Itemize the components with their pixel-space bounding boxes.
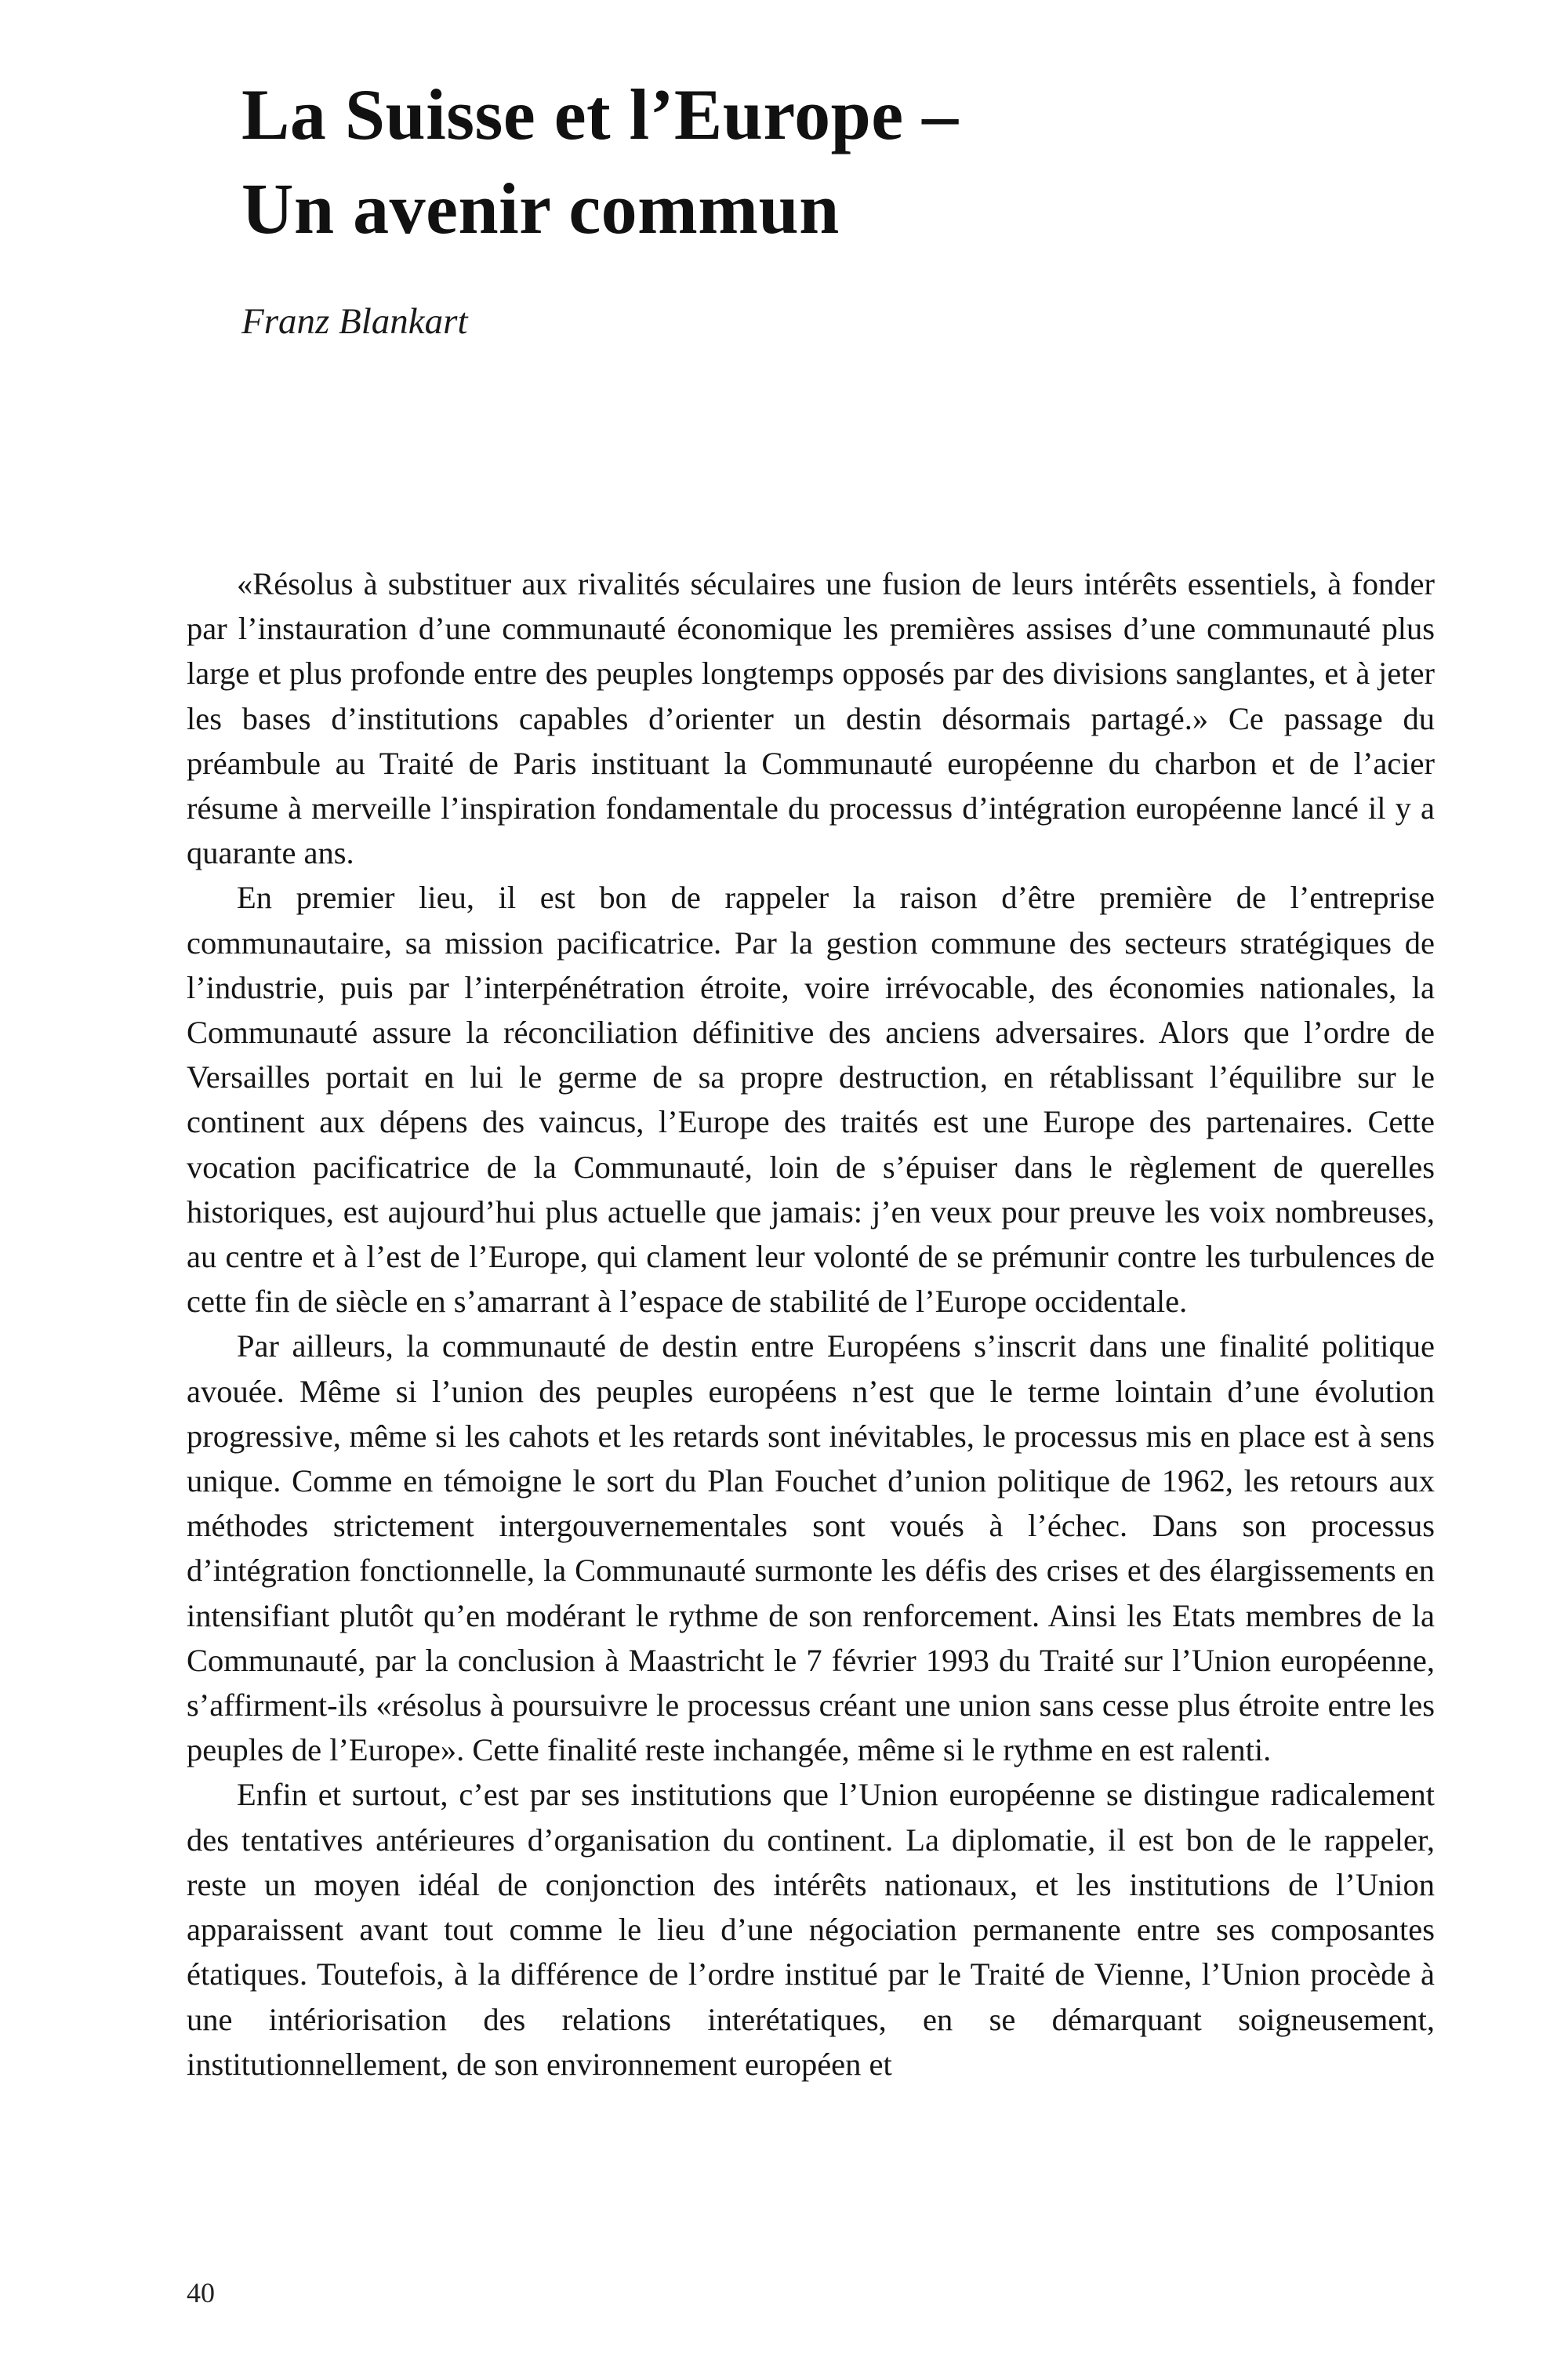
author-name: Franz Blankart	[241, 301, 468, 342]
article-title	[241, 67, 959, 256]
title-line-1: La Suisse et l’Europe –	[241, 74, 959, 154]
paragraph: «Résolus à substituer aux rivalités séculaires une fusion de leurs intérêts essentiels, à fonder par l’instauration d’une communauté économique les premières assises d’une communauté plus large et plus profonde entre des peuples longtemps opposés par des divisions sanglantes, et à jeter les bases d’institutions capables d’orienter un destin désormais partagé.» Ce passage du préambule au Traité de Paris instituant la Communauté européenne du charbon et de l’acier résume à merveille l’inspiration fondamentale du processus d’intégration européenne lancé il y a quarante ans.	[187, 566, 1435, 871]
page-number: 40	[187, 2277, 215, 2308]
article-body	[187, 561, 1435, 2087]
paragraph: En premier lieu, il est bon de rappeler la raison d’être première de l’entreprise communautaire, sa mission pacificatrice. Par la gestion commune des secteurs stratégiques de l’industrie, puis par l’interpénétration étroite, voire irrévocable, des économies nationales, la Communauté assure la réconciliation définitive des anciens adversaires. Alors que l’ordre de Versailles portait en lui le germe de sa propre destruction, en rétablissant l’équilibre sur le continent aux dépens des vaincus, l’Europe des traités est une Europe des partenaires. Cette vocation pacificatrice de la Communauté, loin de s’épuiser dans le règlement de querelles historiques, est aujourd’hui plus actuelle que jamais: j’en veux pour preuve les voix nombreuses, au centre et à l’est de l’Europe, qui clament leur volonté de se prémunir contre les turbulences de cette fin de siècle en s’amarrant à l’espace de stabilité de l’Europe occidentale.	[187, 880, 1435, 1320]
paragraph: Enfin et surtout, c’est par ses institutions que l’Union européenne se distingue radicalement des tentatives antérieures d’organisation du continent. La diplomatie, il est bon de le rappeler, reste un moyen idéal de conjonction des intérêts nationaux, et les institutions de l’Union apparaissent avant tout comme le lieu d’une négociation permanente entre ses composantes étatiques. Toutefois, à la différence de l’ordre institué par le Traité de Vienne, l’Union procède à une intériorisation des relations interétatiques, en se démarquant soigneusement, institutionnellement, de son environnement européen et	[187, 1777, 1435, 2082]
paragraph: Par ailleurs, la communauté de destin entre Européens s’inscrit dans une finalité politique avouée. Même si l’union des peuples européens n’est que le terme lointain d’une évolution progressive, même si les cahots et les retards sont inévitables, le processus mis en place est à sens unique. Comme en témoigne le sort du Plan Fouchet d’union politique de 1962, les retours aux méthodes strictement intergouvernementales sont voués à l’échec. Dans son processus d’intégration fonctionnelle, la Communauté surmonte les défis des crises et des élargissements en intensifiant plutôt qu’en modérant le rythme de son renforcement. Ainsi les Etats membres de la Communauté, par la conclusion à Maastricht le 7 février 1993 du Traité sur l’Union européenne, s’affirment-ils «résolus à poursuivre le processus créant une union sans cesse plus étroite entre les peuples de l’Europe». Cette finalité reste inchangée, même si le rythme en est ralenti.	[187, 1328, 1435, 1768]
title-line-2: Un avenir commun	[241, 169, 840, 249]
